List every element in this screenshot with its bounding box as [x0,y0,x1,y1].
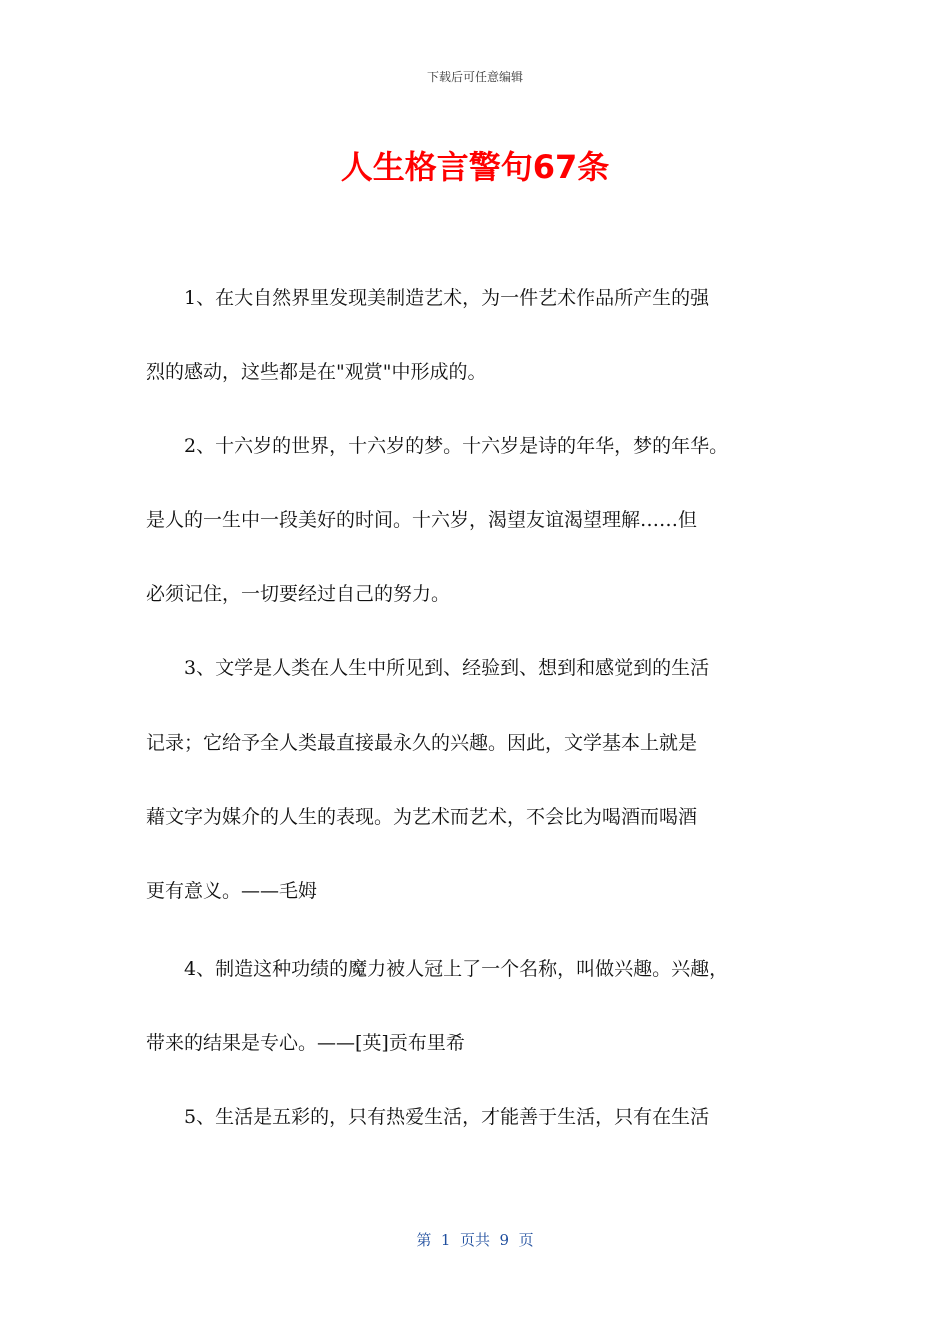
body-line: 藉文字为媒介的人生的表现。为艺术而艺术，不会比为喝酒而喝酒 [146,806,698,828]
body-line: 1、在大自然界里发现美制造艺术，为一件艺术作品所产生的强 [146,287,710,309]
body-line: 是人的一生中一段美好的时间。十六岁，渴望友谊渴望理解……但 [146,509,698,531]
body-line: 必须记住，一切要经过自己的努力。 [146,583,451,605]
page-footer: 第 1 页共 9 页 [416,1231,534,1249]
document-title: 人生格言警句67条 [340,148,610,186]
body-line: 3、文学是人类在人生中所见到、经验到、想到和感觉到的生活 [146,657,710,679]
body-line: 带来的结果是专心。——[英]贡布里希 [146,1032,465,1054]
body-line: 更有意义。——毛姆 [146,880,318,902]
body-line: 4、制造这种功绩的魔力被人冠上了一个名称，叫做兴趣。兴趣， [146,958,729,980]
header-note: 下载后可任意编辑 [426,70,523,84]
body-line: 烈的感动，这些都是在"观赏"中形成的。 [146,361,487,383]
body-line: 5、生活是五彩的，只有热爱生活，才能善于生活，只有在生活 [146,1106,710,1128]
body-line: 记录；它给予全人类最直接最永久的兴趣。因此，文学基本上就是 [146,732,698,754]
body-line: 2、十六岁的世界，十六岁的梦。十六岁是诗的年华，梦的年华。 [146,435,729,457]
